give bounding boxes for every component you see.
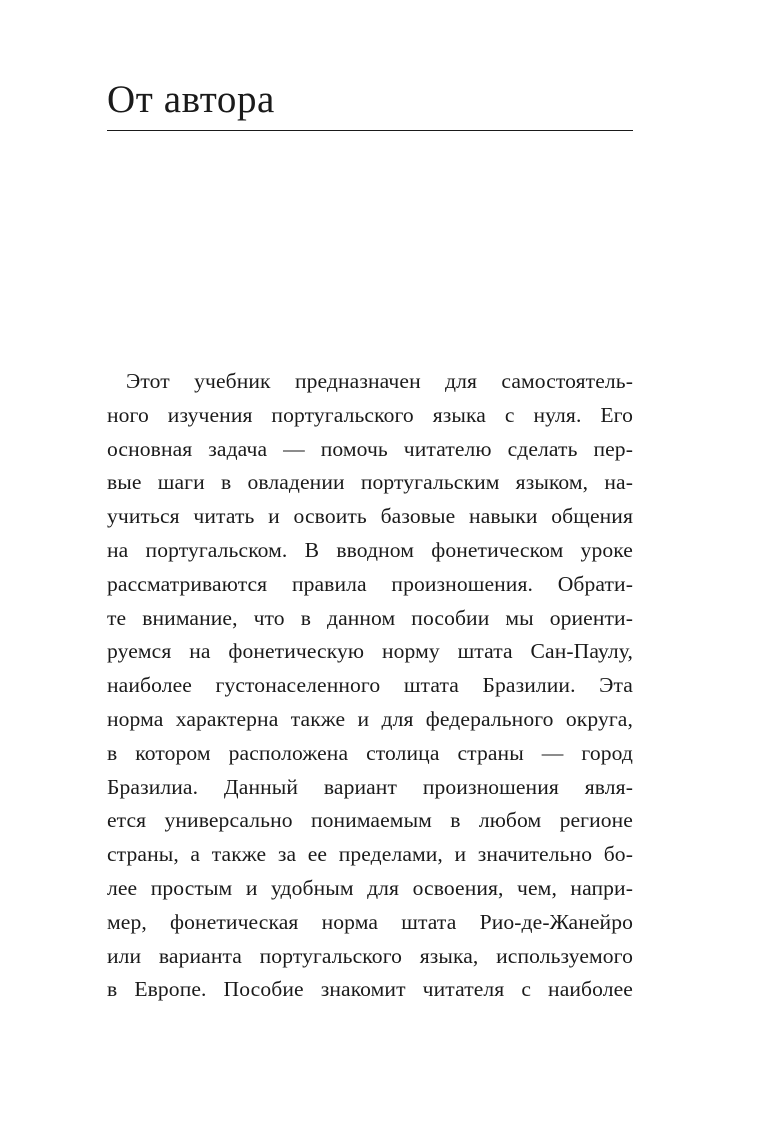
text-line: в котором расположена столица страны — город [107,740,633,765]
text-line: руемся на фонетическую норму штата Сан-Паулу, [107,639,633,664]
text-line: норма характерна также и для федерального округа, [107,706,633,731]
text-line: в Европе. Пособие знакомит читателя с наиболее [107,977,633,1002]
text-line: рассматриваются правила произношения. Обрати- [107,571,633,596]
text-line: Бразилиа. Данный вариант произношения явля- [107,774,633,799]
text-line: страны, а также за ее пределами, и значительно бо- [107,842,633,867]
text-line: мер, фонетическая норма штата Рио-де-Жанейро [107,909,633,934]
text-line: учиться читать и освоить базовые навыки общения [107,504,633,529]
text-line: основная задача — помочь читателю сделать пер- [107,436,633,461]
body-paragraph [107,365,633,1007]
text-line: Этот учебник предназначен для самостоятель- [126,369,633,393]
chapter-header [107,78,633,131]
text-line: те внимание, что в данном пособии мы ориенти- [107,605,633,630]
text-line: вые шаги в овладении португальским языком, на- [107,470,633,495]
text-line: или варианта португальского языка, используемого [107,943,633,968]
chapter-title: От автора [107,78,275,121]
text-line: ного изучения португальского языка с нуля. Его [107,402,633,427]
text-line: ется универсально понимаемым в любом регионе [107,808,633,833]
text-line: на португальском. В вводном фонетическом уроке [107,537,633,562]
text-line: наиболее густонаселенного штата Бразилии. Эта [107,673,633,698]
text-line: лее простым и удобным для освоения, чем, напри- [107,875,633,900]
